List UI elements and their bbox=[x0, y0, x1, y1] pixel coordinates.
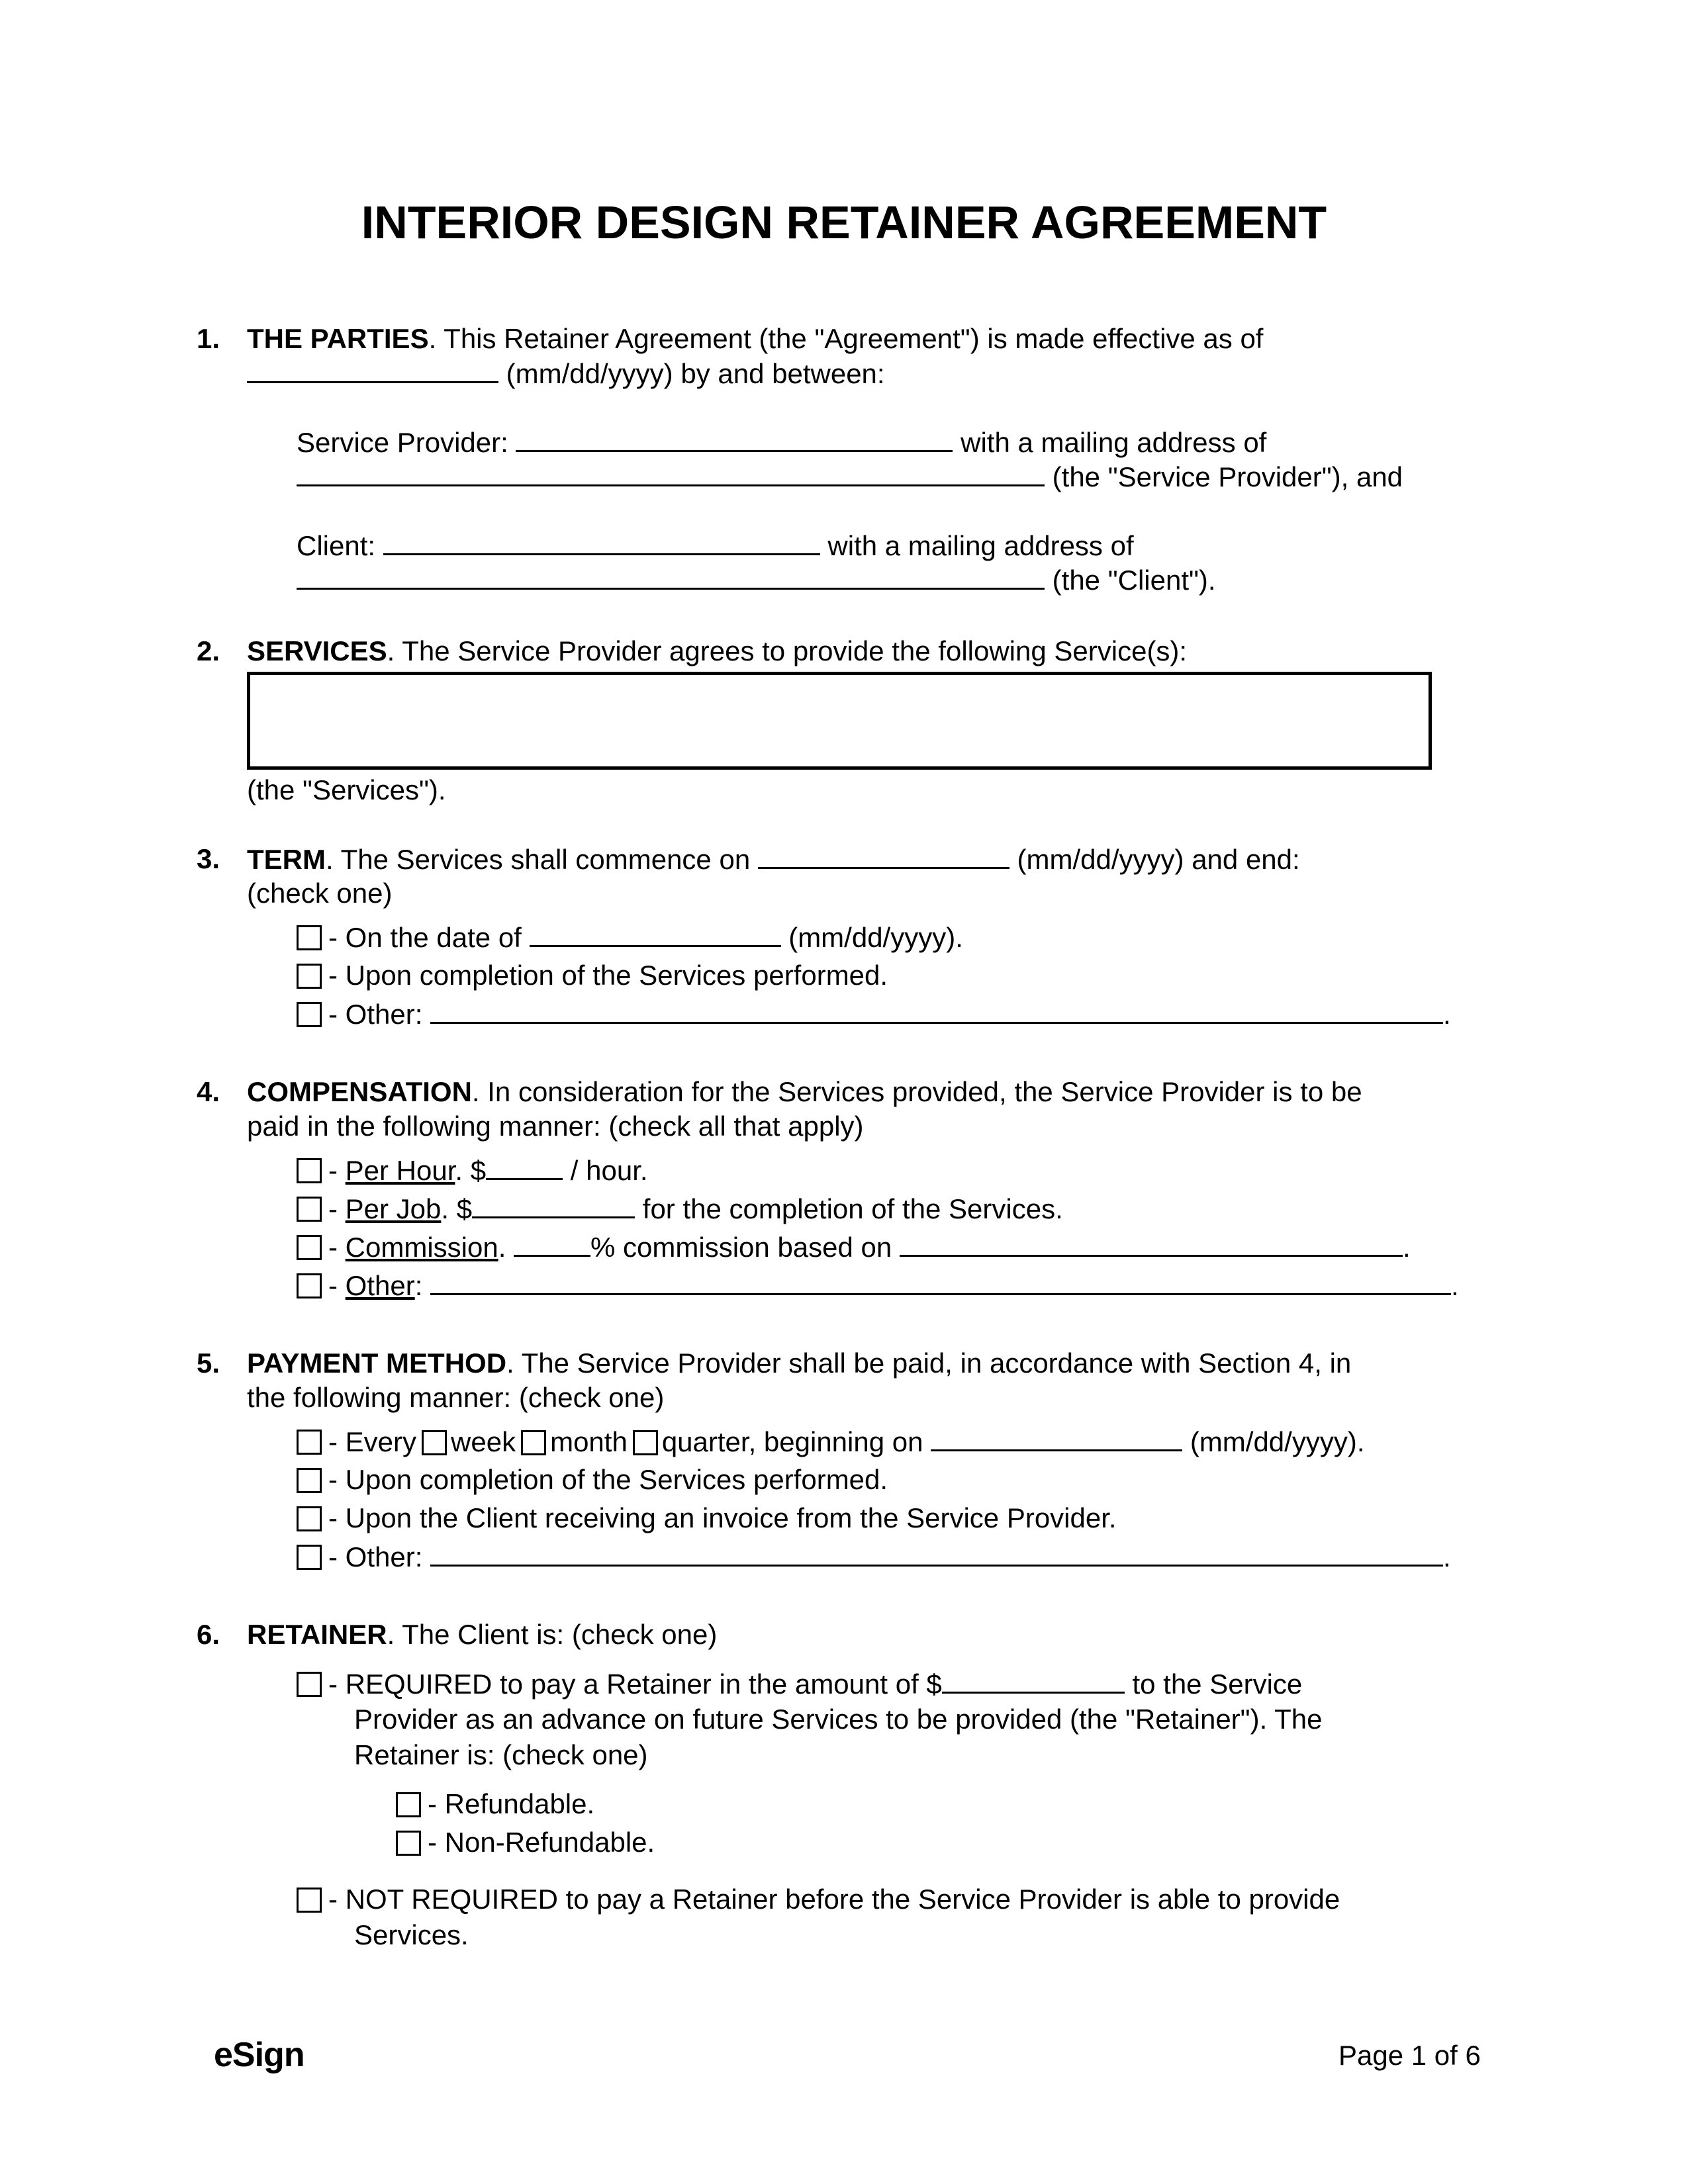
term-option-1-text: - On the date of bbox=[328, 922, 522, 953]
week-checkbox[interactable] bbox=[422, 1430, 447, 1455]
section-2-heading: SERVICES bbox=[247, 635, 387, 666]
quarter-checkbox[interactable] bbox=[633, 1430, 658, 1455]
non-refundable-option: - Non-Refundable. bbox=[428, 1827, 655, 1858]
compensation-other-field[interactable] bbox=[430, 1268, 1451, 1295]
section-6-line-1 bbox=[247, 1617, 717, 1652]
client-name-field[interactable] bbox=[383, 528, 820, 555]
payment-date-format: (mm/dd/yyyy). bbox=[1190, 1426, 1365, 1457]
term-option-3: - Other: . bbox=[328, 997, 1451, 1032]
section-6-number: 6. bbox=[197, 1619, 220, 1650]
commission-basis-field[interactable] bbox=[900, 1230, 1403, 1257]
term-end-date-field[interactable] bbox=[530, 920, 781, 947]
section-3-number: 3. bbox=[197, 843, 220, 874]
per-hour-end: / hour. bbox=[570, 1155, 648, 1186]
section-2-line-1 bbox=[247, 634, 1187, 668]
commission-label: Commission bbox=[345, 1232, 498, 1263]
section-3-heading: TERM bbox=[247, 844, 326, 875]
payment-option-3: - Upon the Client receiving an invoice from the Service Provider. bbox=[328, 1502, 1117, 1533]
section-5-heading: PAYMENT METHOD bbox=[247, 1347, 507, 1379]
per-hour-rate-field[interactable] bbox=[486, 1153, 563, 1180]
client-mail-text: with a mailing address of bbox=[827, 530, 1134, 561]
services-text-box[interactable] bbox=[247, 672, 1432, 770]
month-label: month bbox=[550, 1426, 628, 1457]
client-address-field[interactable] bbox=[297, 563, 1045, 590]
refundable-checkbox[interactable] bbox=[396, 1792, 421, 1817]
retainer-required-text-1: - REQUIRED to pay a Retainer in the amount of $ bbox=[328, 1668, 942, 1700]
term-option-3-text: - Other: bbox=[328, 999, 423, 1030]
commission-percent-field[interactable] bbox=[514, 1230, 590, 1257]
retainer-required-checkbox[interactable] bbox=[297, 1672, 322, 1697]
month-checkbox[interactable] bbox=[521, 1430, 546, 1455]
payment-every-option bbox=[328, 1424, 1364, 1459]
term-other-checkbox[interactable] bbox=[297, 1002, 322, 1027]
section-2-number: 2. bbox=[197, 635, 220, 666]
service-provider-address-field[interactable] bbox=[297, 459, 1045, 486]
payment-completion-checkbox[interactable] bbox=[297, 1468, 322, 1493]
service-provider-mail-text: with a mailing address of bbox=[961, 427, 1267, 458]
service-provider-name-field[interactable] bbox=[516, 425, 953, 452]
section-3-line-1 bbox=[247, 842, 1300, 877]
service-provider-label: Service Provider: bbox=[297, 427, 508, 458]
refundable-option: - Refundable. bbox=[428, 1788, 595, 1819]
section-6-text: . The Client is: (check one) bbox=[387, 1619, 718, 1650]
effective-date-field[interactable] bbox=[247, 356, 498, 383]
service-provider-line bbox=[297, 425, 1266, 460]
section-1-text-1: . This Retainer Agreement (the "Agreement") is made effective as of bbox=[428, 323, 1264, 354]
retainer-required-line-1 bbox=[328, 1666, 1302, 1702]
retainer-required-line-3: Retainer is: (check one) bbox=[354, 1739, 648, 1770]
retainer-amount-field[interactable] bbox=[942, 1666, 1125, 1694]
payment-option-4: - Other: . bbox=[328, 1539, 1451, 1574]
per-job-checkbox[interactable] bbox=[297, 1197, 322, 1222]
per-hour-option: - Per Hour. $ / hour. bbox=[328, 1153, 648, 1188]
per-hour-checkbox[interactable] bbox=[297, 1158, 322, 1183]
esign-logo: eSign bbox=[214, 2036, 305, 2074]
section-1-number: 1. bbox=[197, 323, 220, 354]
section-1-line-2 bbox=[247, 356, 885, 391]
payment-every-checkbox[interactable] bbox=[297, 1430, 322, 1455]
week-label: week bbox=[451, 1426, 516, 1457]
section-4-line-1 bbox=[247, 1075, 1362, 1109]
payment-option-4-text: - Other: bbox=[328, 1541, 423, 1572]
compensation-other-option: - Other: . bbox=[328, 1268, 1459, 1303]
section-5-line-1 bbox=[247, 1346, 1351, 1381]
retainer-required-text-1b: to the Service bbox=[1132, 1668, 1303, 1700]
page-number: Page 1 of 6 bbox=[1338, 2040, 1481, 2071]
section-2-text: . The Service Provider agrees to provide the following Service(s): bbox=[387, 635, 1188, 666]
client-line bbox=[297, 528, 1134, 563]
term-other-field[interactable] bbox=[430, 997, 1443, 1024]
section-4-text-1: . In consideration for the Services provided, the Service Provider is to be bbox=[471, 1076, 1362, 1107]
per-job-end: for the completion of the Services. bbox=[642, 1193, 1063, 1224]
retainer-required-line-2: Provider as an advance on future Services to be provided (the "Retainer"). The bbox=[354, 1704, 1323, 1735]
section-4-heading: COMPENSATION bbox=[247, 1076, 472, 1107]
compensation-other-checkbox[interactable] bbox=[297, 1273, 322, 1298]
document-title: INTERIOR DESIGN RETAINER AGREEMENT bbox=[361, 197, 1327, 248]
client-label: Client: bbox=[297, 530, 376, 561]
per-job-option: - Per Job. $ for the completion of the Services. bbox=[328, 1191, 1063, 1226]
payment-begin-date-field[interactable] bbox=[931, 1424, 1182, 1451]
term-completion-checkbox[interactable] bbox=[297, 964, 322, 989]
section-1-text-2: (mm/dd/yyyy) by and between: bbox=[506, 358, 885, 389]
service-provider-address-line bbox=[297, 459, 1403, 494]
commission-mid: % commission based on bbox=[590, 1232, 892, 1263]
client-address-line bbox=[297, 563, 1216, 598]
term-end-date-checkbox[interactable] bbox=[297, 925, 322, 950]
term-option-2: - Upon completion of the Services performed. bbox=[328, 960, 888, 991]
section-2-after: (the "Services"). bbox=[247, 774, 446, 805]
payment-every-text: - Every bbox=[328, 1426, 417, 1457]
section-3-text-1b: (mm/dd/yyyy) and end: bbox=[1017, 844, 1300, 875]
commence-date-field[interactable] bbox=[758, 842, 1009, 869]
per-job-mid: . $ bbox=[441, 1193, 473, 1224]
section-1-heading: THE PARTIES bbox=[247, 323, 429, 354]
retainer-not-required-line-1: - NOT REQUIRED to pay a Retainer before the Service Provider is able to provide bbox=[328, 1884, 1340, 1915]
payment-other-checkbox[interactable] bbox=[297, 1545, 322, 1570]
retainer-not-required-checkbox[interactable] bbox=[297, 1888, 322, 1913]
service-provider-end-text: (the "Service Provider"), and bbox=[1052, 461, 1403, 492]
non-refundable-checkbox[interactable] bbox=[396, 1831, 421, 1856]
term-option-1 bbox=[328, 920, 963, 955]
section-5-line-2: the following manner: (check one) bbox=[247, 1382, 665, 1413]
section-6-heading: RETAINER bbox=[247, 1619, 387, 1650]
section-1-line-1 bbox=[247, 322, 1263, 356]
section-5-text-1: . The Service Provider shall be paid, in accordance with Section 4, in bbox=[506, 1347, 1352, 1379]
section-4-line-2: paid in the following manner: (check all that apply) bbox=[247, 1111, 864, 1142]
compensation-other-label: Other bbox=[345, 1270, 415, 1301]
per-job-amount-field[interactable] bbox=[472, 1191, 635, 1218]
commission-checkbox[interactable] bbox=[297, 1235, 322, 1260]
payment-invoice-checkbox[interactable] bbox=[297, 1506, 322, 1531]
section-5-number: 5. bbox=[197, 1347, 220, 1379]
client-end-text: (the "Client"). bbox=[1052, 565, 1216, 596]
payment-other-field[interactable] bbox=[430, 1539, 1443, 1567]
per-hour-mid: . $ bbox=[455, 1155, 487, 1186]
section-3-line-2: (check one) bbox=[247, 878, 393, 909]
per-hour-label: Per Hour bbox=[345, 1155, 455, 1186]
payment-option-2: - Upon completion of the Services performed. bbox=[328, 1464, 888, 1495]
commission-option: - Commission. % commission based on . bbox=[328, 1230, 1411, 1265]
section-3-text-1: . The Services shall commence on bbox=[326, 844, 751, 875]
term-option-1-format: (mm/dd/yyyy). bbox=[788, 922, 963, 953]
per-job-label: Per Job bbox=[345, 1193, 442, 1224]
retainer-not-required-line-2: Services. bbox=[354, 1919, 469, 1950]
section-4-number: 4. bbox=[197, 1076, 220, 1107]
quarter-label: quarter, beginning on bbox=[661, 1426, 923, 1457]
